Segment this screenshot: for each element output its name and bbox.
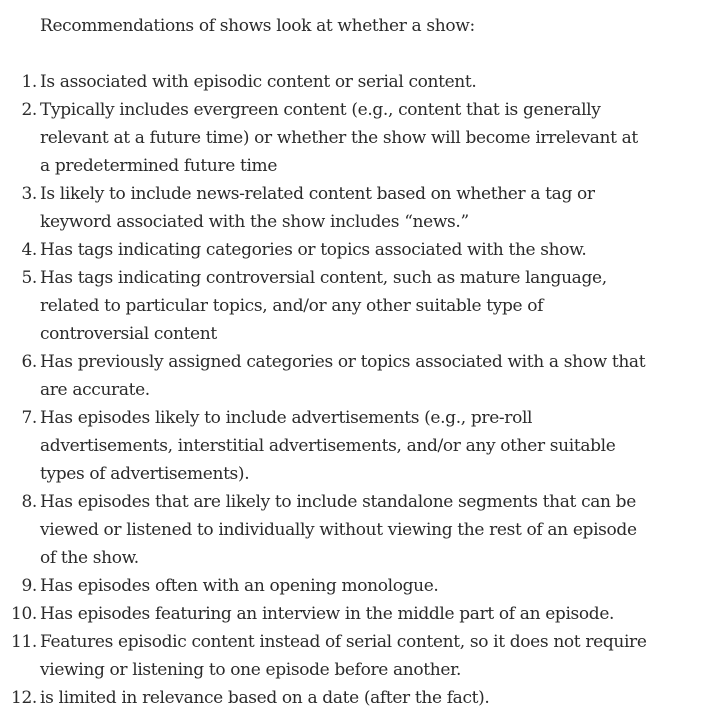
list-item-text: Has tags indicating controversial content, such as mature language, related to particular topics, and/or any other suitable type of controversial content [40,268,607,344]
list-item [0,68,650,96]
list-item [0,236,650,264]
list-item-number: 1. [21,72,37,92]
list-item-text: Has episodes often with an opening monologue. [40,576,439,596]
list-item-text: Is likely to include news-related content based on whether a tag or keyword associated with the show includes “news.” [40,184,595,232]
list-item-text: Has previously assigned categories or topics associated with a show that are accurate. [40,352,646,400]
intro-text: Recommendations of shows look at whether a show: [40,16,475,36]
list-item-text: is limited in relevance based on a date (after the fact). [40,688,490,708]
list-item-number: 2. [21,100,37,120]
list-item-number: 12. [11,688,37,708]
list-item-number: 9. [21,576,37,596]
list-item-number: 11. [11,632,37,652]
list-item-text: Is associated with episodic content or serial content. [40,72,477,92]
list-item-number: 7. [21,408,37,428]
list-item-number: 4. [21,240,37,260]
list-item-text: Has episodes likely to include advertisements (e.g., pre-roll advertisements, interstitial advertisements, and/or any other suitable types of advertisements). [40,408,616,484]
list-item-text: Features episodic content instead of serial content, so it does not require viewing or listening to one episode before another. [40,632,647,680]
list-item-number: 5. [21,268,37,288]
list-item [0,572,650,600]
list-item-text: Has tags indicating categories or topics associated with the show. [40,240,587,260]
list-item [0,348,650,404]
list-item [0,488,650,572]
list-item-text: Has episodes featuring an interview in the middle part of an episode. [40,604,615,624]
list-item [0,628,650,684]
list-item-number: 3. [21,184,37,204]
list-item-number: 8. [21,492,37,512]
list-item-text: Has episodes that are likely to include standalone segments that can be viewed or listened to individually without viewing the rest of an episode of the show. [40,492,637,568]
list-item [0,404,650,488]
list-item-text: Typically includes evergreen content (e.g., content that is generally relevant at a future time) or whether the show will become irrelevant at a predetermined future time [40,100,638,176]
list-item [0,96,650,180]
list-item [0,600,650,628]
recommendation-criteria-list [0,68,710,712]
list-item-number: 10. [11,604,37,624]
list-item [0,264,650,348]
list-item [0,180,650,236]
list-item-number: 6. [21,352,37,372]
